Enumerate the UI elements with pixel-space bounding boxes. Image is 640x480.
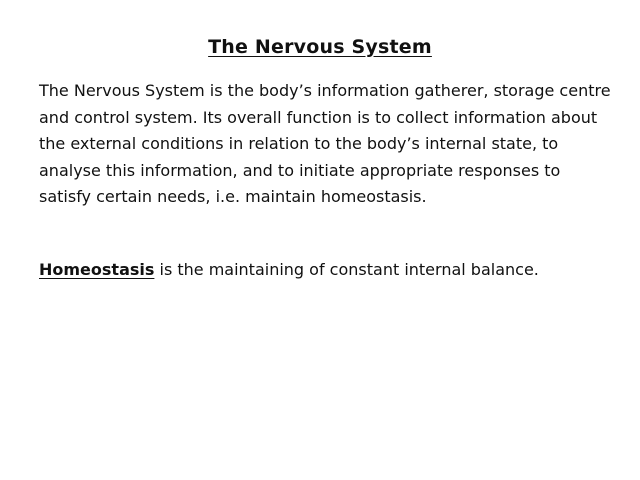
page-title: The Nervous System [208, 36, 432, 58]
definition-text: is the maintaining of constant internal balance. [154, 260, 539, 279]
definition-term: Homeostasis [39, 260, 155, 279]
intro-paragraph: The Nervous System is the body’s information gatherer, storage centre and control system. Its overall function is to collect information about the external conditions in relation to the body’s internal state, to analyse this information, and to initiate appropriate responses to satisfy certain needs, i.e. maintain homeostasis. [39, 81, 611, 207]
definition-line [39, 257, 611, 284]
